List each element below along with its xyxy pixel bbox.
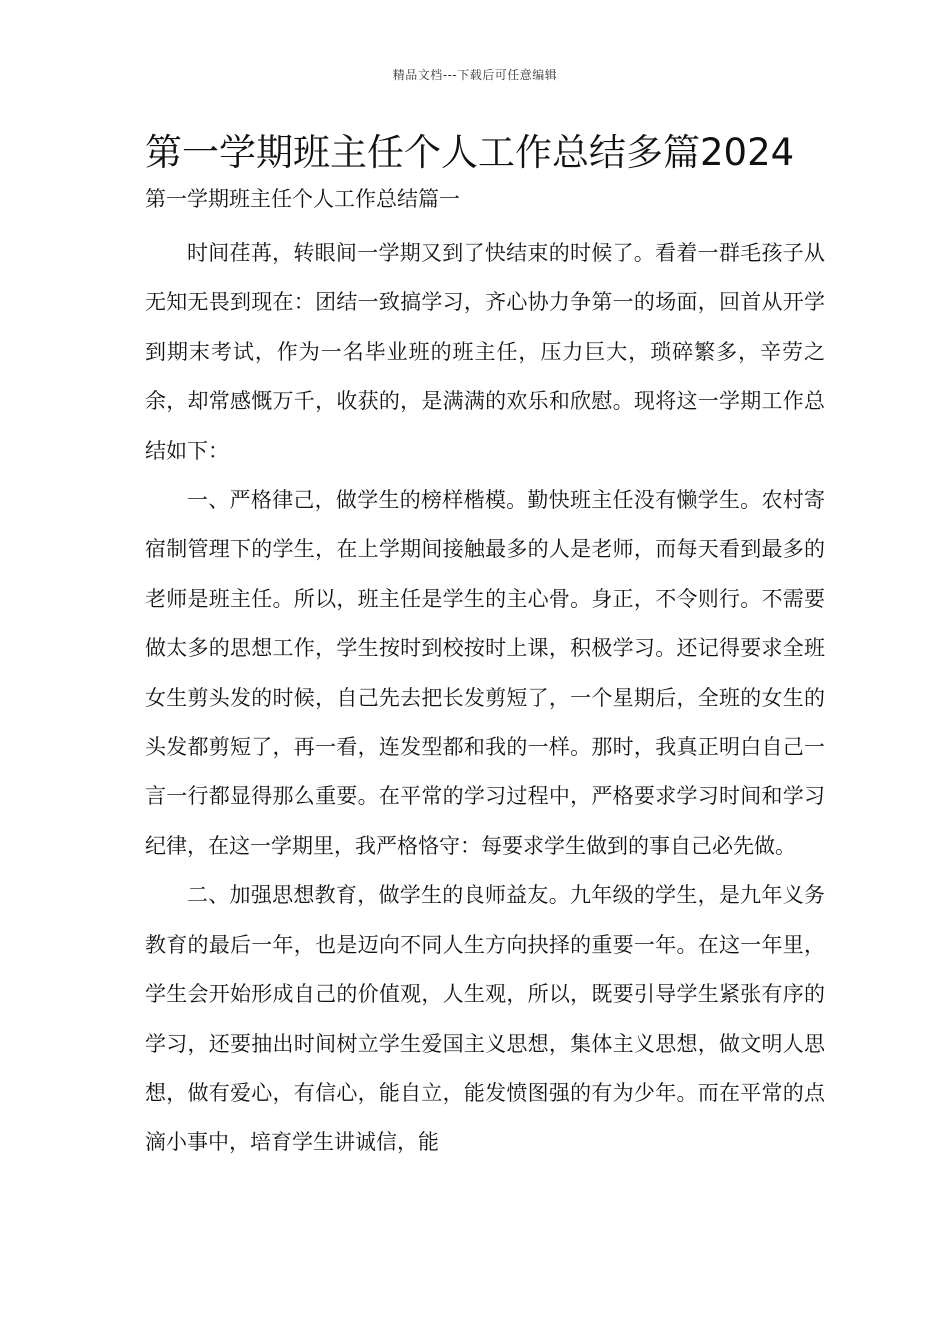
header-note: 精品文档---下载后可任意编辑: [392, 68, 558, 82]
document-title: 第一学期班主任个人工作总结多篇2024: [145, 131, 795, 174]
section-subtitle: 第一学期班主任个人工作总结篇一: [145, 187, 460, 211]
paragraph-section-one: 一、严格律己，做学生的榜样楷模。勤快班主任没有懒学生。农村寄宿制管理下的学生，在上学期间接触最多的人是老师，而每天看到最多的老师是班主任。所以，班主任是学生的主心骨。身正，不令则行。不需要做太多的思想工作，学生按时到校按时上课，积极学习。还记得要求全班女生剪头发的时候，自己先去把长发剪短了，一个星期后，全班的女生的头发都剪短了，再一看，连发型都和我的一样。那时，我真正明白自己一言一行都显得那么重要。在平常的学习过程中，严格要求学习时间和学习纪律，在这一学期里，我严格恪守：每要求学生做到的事自己必先做。: [145, 488, 825, 858]
document-body: [145, 229, 825, 1168]
paragraph-intro: 时间荏苒，转眼间一学期又到了快结束的时候了。看着一群毛孩子从无知无畏到现在：团结一致搞学习，齐心协力争第一的场面，回首从开学到期末考试，作为一名毕业班的班主任，压力巨大，琐碎繁多，辛劳之余，却常感慨万千，收获的，是满满的欢乐和欣慰。现将这一学期工作总结如下：: [145, 241, 825, 463]
paragraph-section-two: 二、加强思想教育，做学生的良师益友。九年级的学生，是九年义务教育的最后一年，也是迈向不同人生方向抉择的重要一年。在这一年里，学生会开始形成自己的价值观，人生观，所以，既要引导学生紧张有序的学习，还要抽出时间树立学生爱国主义思想，集体主义思想，做文明人思想，做有爱心，有信心，能自立，能发愤图强的有为少年。而在平常的点滴小事中，培育学生讲诚信，能: [145, 883, 825, 1155]
